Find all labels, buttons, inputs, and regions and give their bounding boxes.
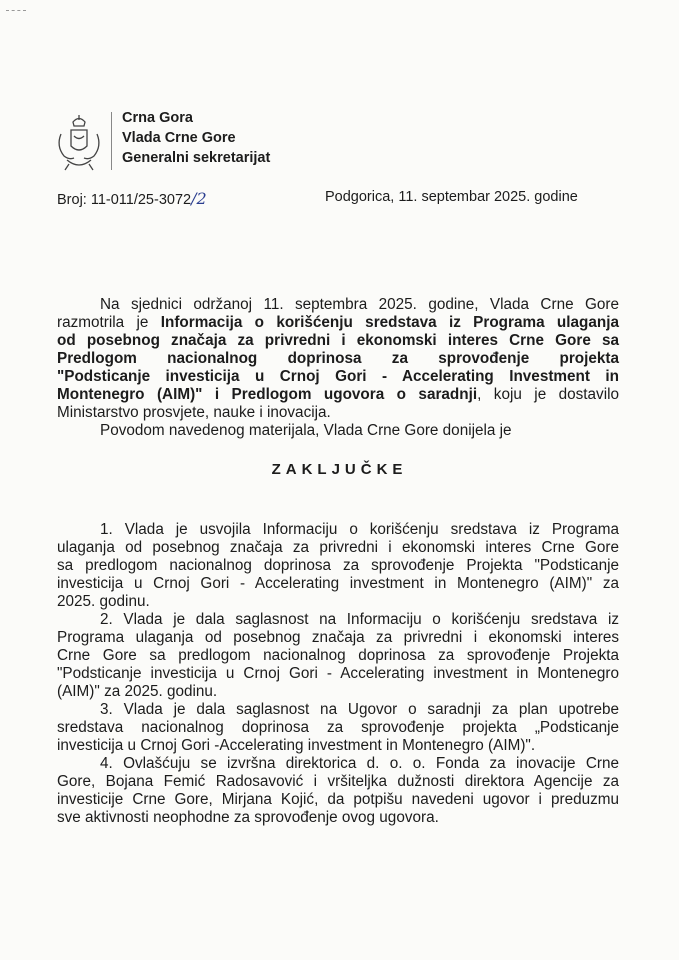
text: Na sjednici održanoj 11. septembra 2025. godine, Vlada Crne Gore (100, 296, 619, 313)
issuer-office: Generalni sekretarijat (122, 150, 271, 166)
conclusion-line: "Podsticanje investicija u Crnoj Gori - Accelerating investment in Montenegro (57, 665, 619, 682)
conclusion-line: sredstava nacionalnog doprinosa za sprovođenje projekta „Podsticanje (57, 719, 619, 736)
reference-number (57, 189, 207, 208)
bold-text: "Podsticanje investicija u Crnoj Gori - Accelerating Investment in (57, 368, 619, 385)
conclusion-line: sa predlogom nacionalnog doprinosa za sprovođenje Projekta "Podsticanje (57, 557, 619, 574)
conclusion-line: 4. Ovlašćuju se izvršna direktorica d. o. o. Fonda za inovacije Crne (100, 755, 619, 772)
conclusion-line: Programa ulaganja od posebnog značaja za privredni i ekonomski interes (57, 629, 619, 646)
conclusion-line: (AIM)" za 2025. godinu. (57, 683, 218, 700)
conclusion-line: 2. Vlada je dala saglasnost na Informaciju o korišćenju sredstava iz (100, 611, 619, 628)
text: Povodom navedenog materijala, Vlada Crne Gore donijela je (100, 422, 512, 439)
conclusion-item (57, 521, 619, 611)
handwritten-suffix: /2 (191, 189, 207, 208)
conclusion-line: investicija u Crnoj Gori -Accelerating investment in Montenegro (AIM)". (57, 737, 536, 754)
bold-text: od posebnog značaja za privredni i ekonomski interes Crne Gore sa (57, 332, 619, 349)
reference-number-text: Broj: 11-011/25-3072 (57, 192, 192, 208)
conclusion-line: Gore, Bojana Femić Radosavović i vršiteljka dužnosti direktora Agencije za (57, 773, 619, 790)
coat-of-arms-icon (55, 114, 103, 172)
intro-line (57, 368, 619, 386)
text: Ministarstvo prosvjete, nauke i inovacija. (57, 404, 331, 421)
conclusion-line: 3. Vlada je dala saglasnost na Ugovor o saradnji za plan upotrebe (100, 701, 619, 718)
intro-line (57, 332, 619, 350)
intro-line (57, 350, 619, 368)
bold-text: Informacija o korišćenju sredstava iz Programa ulaganja (160, 314, 619, 331)
conclusion-line: 2025. godinu. (57, 593, 150, 610)
conclusions-list (57, 521, 619, 827)
intro-line (57, 314, 619, 332)
bold-text: Predlogom nacionalnog doprinosa za sprovođenje projekta (57, 350, 619, 367)
conclusion-item (57, 701, 619, 755)
issuer-country: Crna Gora (122, 110, 193, 126)
conclusion-line: ulaganja od posebnog značaja za privredni i ekonomski interes Crne Gore (57, 539, 619, 556)
intro-line (57, 386, 619, 404)
issuer-block (122, 108, 270, 168)
intro-line (57, 404, 619, 422)
section-title: ZAKLJUČKE (271, 461, 408, 478)
conclusion-line: sve aktivnosti neophodne za sprovođenje ovog ugovora. (57, 809, 439, 826)
text: , koju je dostavilo (477, 386, 620, 403)
scan-mark (6, 10, 26, 13)
conclusion-line: Crne Gore sa predlogom nacionalnog doprinosa za sprovođenje Projekta (57, 647, 619, 664)
conclusion-line: 1. Vlada je usvojila Informaciju o korišćenju sredstava iz Programa (100, 521, 619, 538)
header-divider (111, 112, 112, 170)
bold-text: Montenegro (AIM)" i Predlogom ugovora o saradnji (57, 386, 478, 403)
intro-line (57, 296, 619, 314)
conclusion-item (57, 611, 619, 701)
conclusion-item (57, 755, 619, 827)
text: razmotrila je (57, 314, 161, 331)
issuer-government: Vlada Crne Gore (122, 130, 236, 146)
intro-paragraph (57, 296, 619, 440)
intro-line (57, 422, 619, 440)
conclusion-line: investicija u Crnoj Gori - Accelerating investment in Montenegro (AIM)" za (57, 575, 619, 592)
conclusion-line: investicije Crne Gore, Mirjana Kojić, da potpišu navedeni ugovor i preduzmu (57, 791, 619, 808)
document-date: Podgorica, 11. septembar 2025. godine (325, 189, 578, 205)
